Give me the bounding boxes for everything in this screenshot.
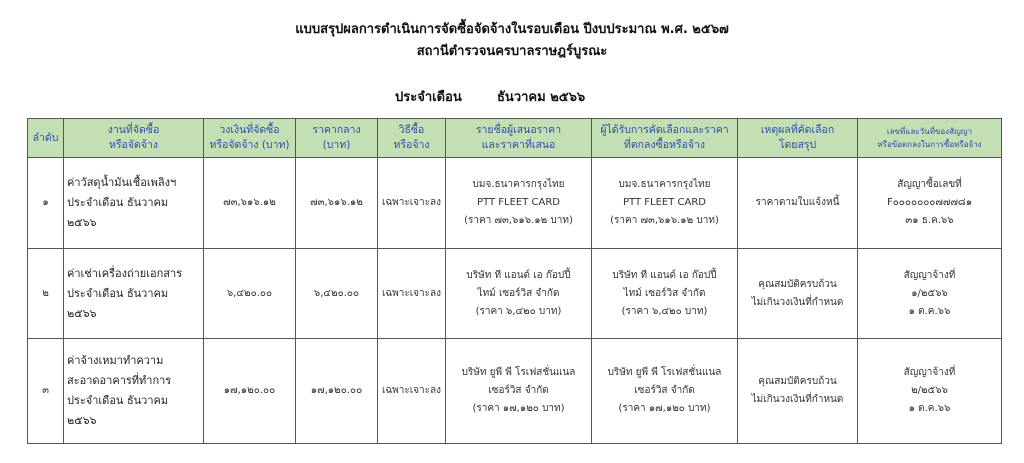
month-label: ประจำเดือน [395,90,462,105]
cell-median-price: ๑๗,๑๒๐.๐๐ [296,339,378,444]
title-line-2: สถานีตำรวจนครบาลราษฎร์บูรณะ [416,44,608,59]
cell-selected: บมจ.ธนาคารกรุงไทย PTT FLEET CARD (ราคา ๗๓,๖๑๖.๑๒ บาท) [592,158,738,249]
cell-method: เฉพาะเจาะลง [378,339,446,444]
cell-item: ค่าวัสดุน้ำมันเชื้อเพลิงฯ ประจำเดือน ธันวาคม ๒๕๖๖ [64,158,204,249]
cell-no: ๒ [28,249,64,339]
cell-selected: บริษัท ที แอนด์ เอ ก๊อปปี้ ไทม์ เซอร์วิส จำกัด (ราคา ๖,๔๒๐ บาท) [592,249,738,339]
cell-reason: คุณสมบัติครบถ้วน ไม่เกินวงเงินที่กำหนด [738,249,858,339]
header-item: งานที่จัดซื้อ หรือจัดจ้าง [64,119,204,158]
header-row [28,119,1002,158]
cell-bidders: บริษัท ที แอนด์ เอ ก๊อปปี้ ไทม์ เซอร์วิส จำกัด (ราคา ๖,๔๒๐ บาท) [446,249,592,339]
table-row [28,339,1002,444]
table-row [28,158,1002,249]
cell-contract: สัญญาจ้างที่ ๒/๒๕๖๖ ๑ ต.ค.๖๖ [858,339,1002,444]
cell-reason: ราคาตามใบแจ้งหนี้ [738,158,858,249]
cell-no: ๑ [28,158,64,249]
cell-contract: สัญญาซื้อเลขที่ F๐๐๐๐๐๐๐๗๗๗๘๑ ๓๑ ธ.ค.๖๖ [858,158,1002,249]
cell-median-price: ๖,๔๒๐.๐๐ [296,249,378,339]
cell-bidders: บริษัท ยูพี พี โรเฟสชั่นแนล เซอร์วิส จำกัด (ราคา ๑๗,๑๒๐ บาท) [446,339,592,444]
header-budget: วงเงินที่จัดซื้อ หรือจัดจ้าง (บาท) [204,119,296,158]
cell-reason: คุณสมบัติครบถ้วน ไม่เกินวงเงินที่กำหนด [738,339,858,444]
cell-budget: ๖,๔๒๐.๐๐ [204,249,296,339]
cell-bidders: บมจ.ธนาคารกรุงไทย PTT FLEET CARD (ราคา ๗๓,๖๑๖.๑๒ บาท) [446,158,592,249]
header-bidders: รายชื่อผู้เสนอราคา และราคาที่เสนอ [446,119,592,158]
header-median-price: ราคากลาง (บาท) [296,119,378,158]
cell-median-price: ๗๓,๖๑๖.๑๒ [296,158,378,249]
header-no: ลำดับ [28,119,64,158]
header-selected: ผู้ได้รับการคัดเลือกและราคา ที่ตกลงซื้อหรือจ้าง [592,119,738,158]
document-title [0,20,1024,62]
procurement-summary-table [27,118,1002,444]
cell-budget: ๗๓,๖๑๖.๑๒ [204,158,296,249]
cell-contract: สัญญาจ้างที่ ๑/๒๕๖๖ ๑ ต.ค.๖๖ [858,249,1002,339]
table-row [28,249,1002,339]
cell-item: ค่าเช่าเครื่องถ่ายเอกสาร ประจำเดือน ธันวาคม ๒๕๖๖ [64,249,204,339]
title-line-1: แบบสรุปผลการดำเนินการจัดซื้อจัดจ้างในรอบเดือน ปีงบประมาณ พ.ศ. ๒๕๖๗ [295,22,729,37]
header-contract: เลขที่และวันที่ของสัญญา หรือข้อตกลงในการซื้อหรือจ้าง [858,119,1002,158]
cell-method: เฉพาะเจาะลง [378,249,446,339]
cell-no: ๓ [28,339,64,444]
cell-method: เฉพาะเจาะลง [378,158,446,249]
header-reason: เหตุผลที่คัดเลือก โดยสรุป [738,119,858,158]
month-value: ธันวาคม ๒๕๖๖ [497,90,586,105]
cell-selected: บริษัท ยูพี พี โรเฟสชั่นแนล เซอร์วิส จำกัด (ราคา ๑๗,๑๒๐ บาท) [592,339,738,444]
header-method: วิธีซื้อ หรือจ้าง [378,119,446,158]
cell-budget: ๑๗,๑๒๐.๐๐ [204,339,296,444]
cell-item: ค่าจ้างเหมาทำความ สะอาดอาคารที่ทำการ ประจำเดือน ธันวาคม ๒๕๖๖ [64,339,204,444]
